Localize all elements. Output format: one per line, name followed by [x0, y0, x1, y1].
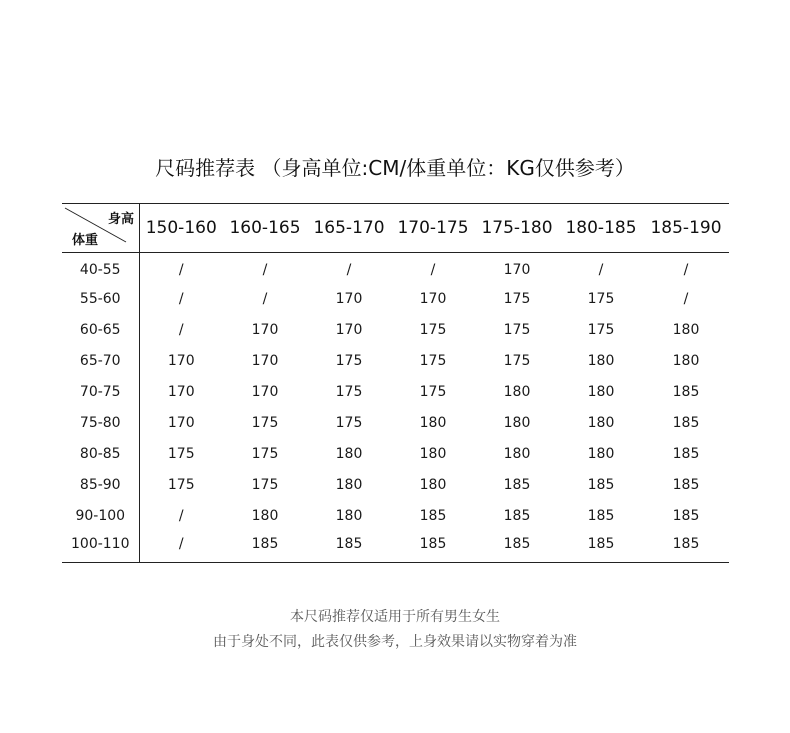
size-value-cell: 175 [167, 446, 195, 462]
table-row [62, 377, 729, 408]
size-value-cell: 170 [167, 353, 195, 369]
table-row [62, 284, 729, 315]
corner-weight-label: 体重 [72, 233, 99, 248]
table-row [62, 315, 729, 346]
size-value-cell: 185 [503, 508, 531, 524]
table-row [62, 346, 729, 377]
size-value-cell: 185 [391, 532, 475, 563]
size-value-cell: 175 [251, 477, 279, 493]
table-row [62, 439, 729, 470]
weight-range-cell: 85-90 [62, 470, 139, 501]
size-value-cell: / [683, 291, 689, 307]
size-value-cell: 180 [587, 353, 615, 369]
table-row [62, 470, 729, 501]
weight-range-cell: 80-85 [62, 439, 139, 470]
weight-range-cell: 55-60 [62, 284, 139, 315]
size-value-cell: 175 [587, 291, 615, 307]
size-value-cell: / [262, 291, 268, 307]
size-value-cell: 180 [503, 384, 531, 400]
corner-header-cell [62, 204, 139, 253]
size-value-cell: 175 [335, 384, 363, 400]
size-value-cell: 185 [419, 508, 447, 524]
size-value-cell: / [598, 262, 604, 279]
size-value-cell: 170 [503, 262, 531, 279]
size-value-cell: / [683, 262, 689, 279]
size-value-cell: 185 [672, 446, 700, 462]
size-value-cell: 180 [419, 446, 447, 462]
height-header: 175-180 [475, 204, 559, 253]
size-value-cell: 185 [559, 532, 643, 563]
size-value-cell: 175 [419, 384, 447, 400]
size-value-cell: 170 [335, 291, 363, 307]
weight-range-cell: 60-65 [62, 315, 139, 346]
size-value-cell: 170 [167, 415, 195, 431]
size-value-cell: 170 [251, 353, 279, 369]
table-row [62, 253, 729, 284]
size-value-cell: 185 [503, 477, 531, 493]
size-value-cell: 170 [251, 384, 279, 400]
height-header: 180-185 [559, 204, 643, 253]
size-value-cell: 180 [419, 477, 447, 493]
size-value-cell: / [178, 322, 184, 338]
size-value-cell: 170 [335, 322, 363, 338]
height-header: 160-165 [223, 204, 307, 253]
size-value-cell: 185 [475, 532, 559, 563]
table-row [62, 408, 729, 439]
size-value-cell: 170 [419, 291, 447, 307]
size-value-cell: 180 [419, 415, 447, 431]
size-value-cell: 175 [251, 415, 279, 431]
size-value-cell: 185 [672, 477, 700, 493]
size-value-cell: 180 [587, 384, 615, 400]
height-header: 150-160 [139, 204, 223, 253]
size-value-cell: 180 [251, 508, 279, 524]
size-value-cell: 175 [503, 322, 531, 338]
size-value-cell: 185 [587, 477, 615, 493]
size-value-cell: 175 [503, 291, 531, 307]
size-value-cell: 170 [167, 384, 195, 400]
size-value-cell: 185 [672, 384, 700, 400]
note-disclaimer: 由于身处不同，此表仅供参考，上身效果请以实物穿着为准 [213, 634, 577, 650]
weight-range-cell: 70-75 [62, 377, 139, 408]
note-applicability: 本尺码推荐仅适用于所有男生女生 [290, 609, 500, 625]
size-value-cell: 185 [672, 508, 700, 524]
size-value-cell: 175 [167, 477, 195, 493]
size-value-cell: 180 [503, 415, 531, 431]
size-value-cell: 175 [419, 353, 447, 369]
size-value-cell: 175 [419, 322, 447, 338]
size-value-cell: 175 [335, 415, 363, 431]
size-value-cell: 175 [335, 353, 363, 369]
size-value-cell: 180 [335, 446, 363, 462]
header-row [62, 204, 729, 253]
size-value-cell: / [430, 262, 436, 279]
size-value-cell: 185 [643, 532, 729, 563]
height-header: 185-190 [643, 204, 729, 253]
size-value-cell: 180 [672, 322, 700, 338]
size-value-cell: / [262, 262, 268, 279]
weight-range-cell: 100-110 [62, 532, 139, 563]
size-value-cell: 180 [587, 415, 615, 431]
corner-height-label: 身高 [107, 212, 134, 227]
weight-range-cell: 90-100 [62, 501, 139, 532]
size-value-cell: / [178, 508, 184, 524]
size-value-cell: 180 [503, 446, 531, 462]
table-row [62, 501, 729, 532]
size-value-cell: 175 [503, 353, 531, 369]
size-value-cell: / [139, 532, 223, 563]
size-value-cell: 185 [672, 415, 700, 431]
size-value-cell: 175 [587, 322, 615, 338]
size-value-cell: 175 [251, 446, 279, 462]
table-row [62, 532, 729, 563]
size-value-cell: 185 [223, 532, 307, 563]
size-value-cell: 185 [307, 532, 391, 563]
size-value-cell: 180 [335, 477, 363, 493]
height-header: 165-170 [307, 204, 391, 253]
size-value-cell: / [178, 262, 184, 279]
page-title: 尺码推荐表 （身高单位:CM/体重单位：KG仅供参考） [155, 156, 635, 180]
weight-range-cell: 65-70 [62, 346, 139, 377]
weight-range-cell: 40-55 [62, 253, 139, 284]
size-value-cell: 180 [672, 353, 700, 369]
size-value-cell: 180 [587, 446, 615, 462]
size-value-cell: / [178, 291, 184, 307]
height-header: 170-175 [391, 204, 475, 253]
size-value-cell: / [346, 262, 352, 279]
weight-range-cell: 75-80 [62, 408, 139, 439]
size-value-cell: 170 [251, 322, 279, 338]
size-chart-table [62, 203, 729, 563]
size-value-cell: 180 [335, 508, 363, 524]
size-value-cell: 185 [587, 508, 615, 524]
